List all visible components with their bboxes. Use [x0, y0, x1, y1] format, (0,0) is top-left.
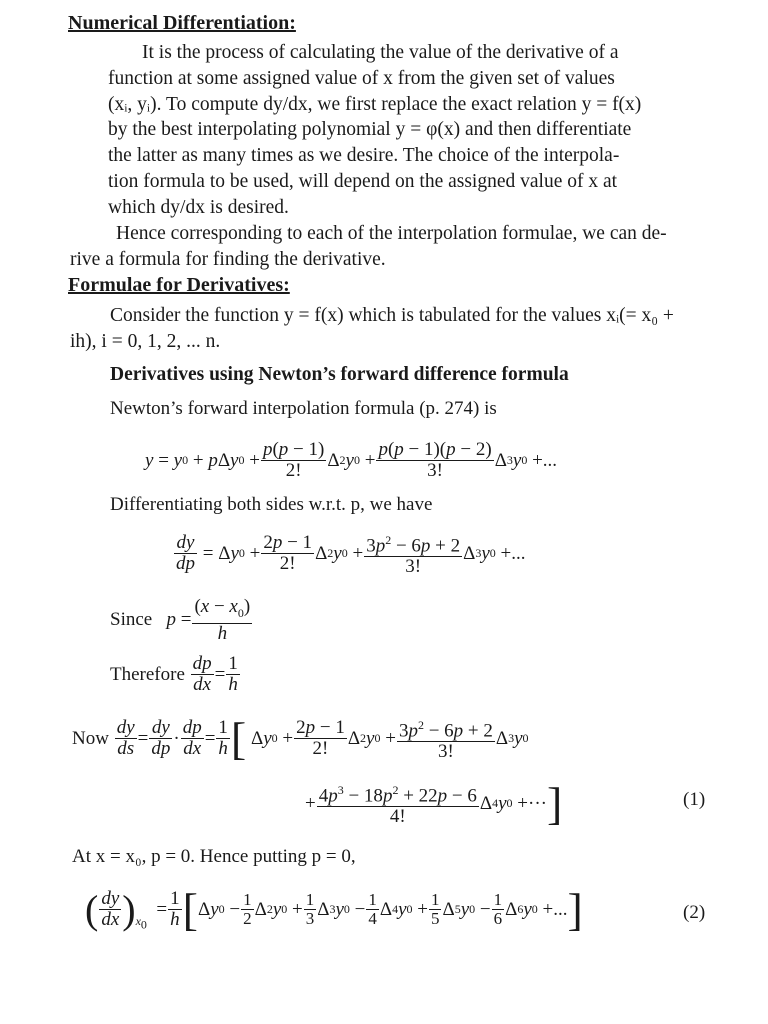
- since-label: Since: [110, 609, 153, 631]
- differentiating-line: Differentiating both sides w.r.t. p, we have: [110, 494, 433, 515]
- intro-paragraph: [108, 40, 641, 221]
- intro-line: It is the process of calculating the value of the derivative of a: [142, 42, 619, 63]
- intro-line: function at some assigned value of x from the given set of values: [108, 67, 615, 89]
- hence-line: Hence corresponding to each of the interpolation formulae, we can de-: [116, 223, 667, 244]
- intro-line: (xᵢ, yᵢ). To compute dy/dx, we first replace the exact relation y = f(x): [108, 93, 642, 115]
- intro-line: which dy/dx is desired.: [108, 196, 289, 218]
- section-title-formulae: Formulae for Derivatives:: [68, 274, 290, 296]
- at-x0-line: At x = x₀, p = 0. Hence putting p = 0,: [72, 846, 356, 867]
- newton-forward-formula: y = y 0 + p Δ y 0 + $\frac{p(p - 1)}{2!}$ Δ 2 y 0 + $\frac{p(p - 1)(p - 2)}{3!}$ Δ 3 y 0 +...: [145, 439, 558, 481]
- therefore-formula: Therefore $\frac{dp}{dx}$ = $\frac{1}{h}$: [110, 653, 238, 695]
- dy-dp-formula: $\frac{dy}{dp}$ = Δ y 0 + $\frac{2p - 1}{2!}$ Δ 2 y 0 + $\frac{3p^2 - 6p + 2}{3!}$ Δ 3 y 0 +...: [173, 530, 526, 577]
- consider-line: Consider the function y = f(x) which is tabulated for the values xᵢ(= x₀ +: [110, 305, 674, 326]
- equation-number-1: (1): [683, 789, 706, 810]
- derivative-at-x0-formula: ( $\frac{dy}{dx}$ ) $_{x_0}$ = $\frac{1}{h}$ [ Δ y 0 − $\frac{1}{2}$ Δ 2 y 0 + $\frac{1}{3}$ Δ 3 y 0 − $\frac{1}{4}$ Δ 4 y 0 + $\frac{1}{5}$ Δ 5 y 0 − $\frac{1}{6}$ Δ 6 y 0 +... ]: [85, 883, 583, 935]
- intro-line: the latter as many times as we desire. The choice of the interpola-: [108, 145, 620, 167]
- hence-paragraph: [70, 221, 667, 273]
- hence-line: rive a formula for finding the derivative.: [70, 248, 386, 270]
- therefore-label: Therefore: [110, 663, 185, 685]
- newton-intro-line: Newton’s forward interpolation formula (p. 274) is: [110, 398, 497, 419]
- intro-line: tion formula to be used, will depend on the assigned value of x at: [108, 170, 618, 192]
- equation-number-2: (2): [683, 902, 706, 923]
- consider-line: ih), i = 0, 1, 2, ... n.: [70, 330, 221, 352]
- since-formula: Since p = $\frac{(x - x_0)}{h}$: [110, 596, 251, 644]
- section-title-numerical-differentiation: Numerical Differentiation:: [68, 12, 296, 34]
- now-formula-line1: Now $\frac{dy}{ds}$ = $\frac{dy}{dp}$ · $\frac{dp}{dx}$ = $\frac{1}{h}$ [ Δ y 0 + $\frac{2p - 1}{2!}$ Δ 2 y 0 + $\frac{3p^2 - 6p + 2}{3!}$ Δ 3 y 0: [72, 712, 529, 764]
- now-label: Now: [72, 727, 109, 749]
- consider-paragraph: [70, 303, 674, 355]
- subheading-newton-forward: Derivatives using Newton’s forward difference formula: [110, 364, 569, 385]
- now-formula-line2: + $\frac{4p^3 - 18p^2 + 22p - 6}{4!}$ Δ 4 y 0 +··· ]: [305, 777, 563, 829]
- intro-line: by the best interpolating polynomial y = φ(x) and then differentiate: [108, 119, 632, 141]
